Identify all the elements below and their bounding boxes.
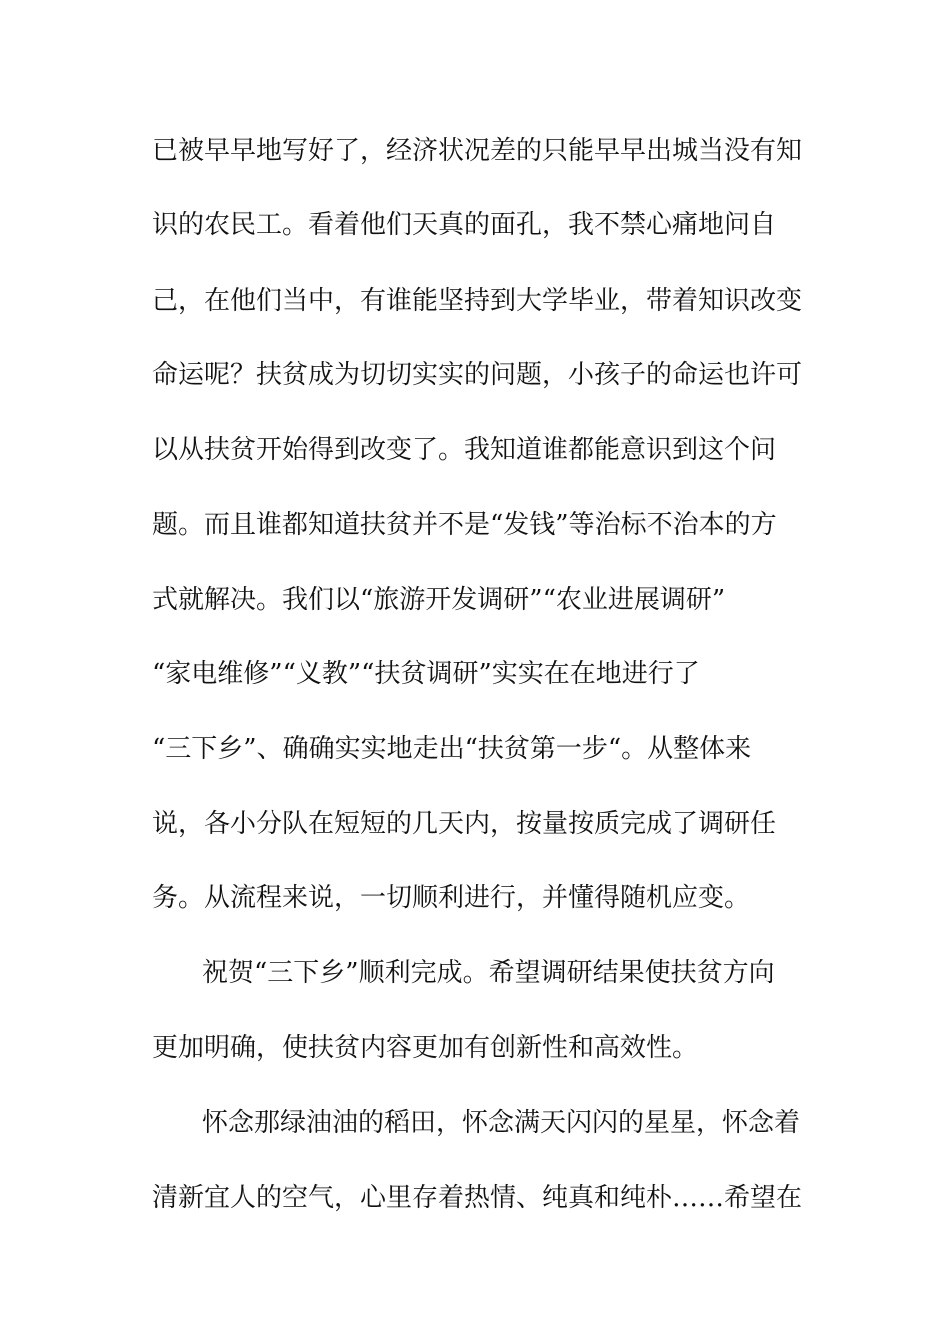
text-line: “三下乡”、确确实实地走出“扶贫第一步“。从整体来 — [152, 734, 752, 764]
text-line: 更加明确，使扶贫内容更加有创新性和高效性。 — [152, 1033, 699, 1063]
text-line: 以从扶贫开始得到改变了。我知道谁都能意识到这个问 — [152, 435, 777, 465]
text-line: 清新宜人的空气，心里存着热情、纯真和纯朴……希望在 — [152, 1183, 803, 1213]
paragraph-start-line: 怀念那绿油油的稻田，怀念满天闪闪的星星，怀念着 — [202, 1108, 801, 1138]
text-line: 式就解决。我们以“旅游开发调研”“农业进展调研” — [152, 585, 726, 615]
text-line: 务。从流程来说，一切顺利进行，并懂得随机应变。 — [152, 883, 751, 913]
text-line: 识的农民工。看着他们天真的面孔，我不禁心痛地问自 — [152, 210, 777, 240]
paragraph-start-line: 祝贺“三下乡”顺利完成。希望调研结果使扶贫方向 — [202, 958, 775, 988]
text-line: “家电维修”“义教”“扶贫调研”实实在在地进行了 — [152, 659, 700, 689]
text-line: 题。而且谁都知道扶贫并不是“发钱”等治标不治本的方 — [152, 510, 777, 540]
text-line: 命运呢？扶贫成为切切实实的问题，小孩子的命运也许可 — [152, 360, 803, 390]
text-line: 已被早早地写好了，经济状况差的只能早早出城当没有知 — [152, 136, 803, 166]
text-line: 己，在他们当中，有谁能坚持到大学毕业，带着知识改变 — [152, 286, 803, 316]
text-line: 说，各小分队在短短的几天内，按量按质完成了调研任 — [152, 809, 777, 839]
